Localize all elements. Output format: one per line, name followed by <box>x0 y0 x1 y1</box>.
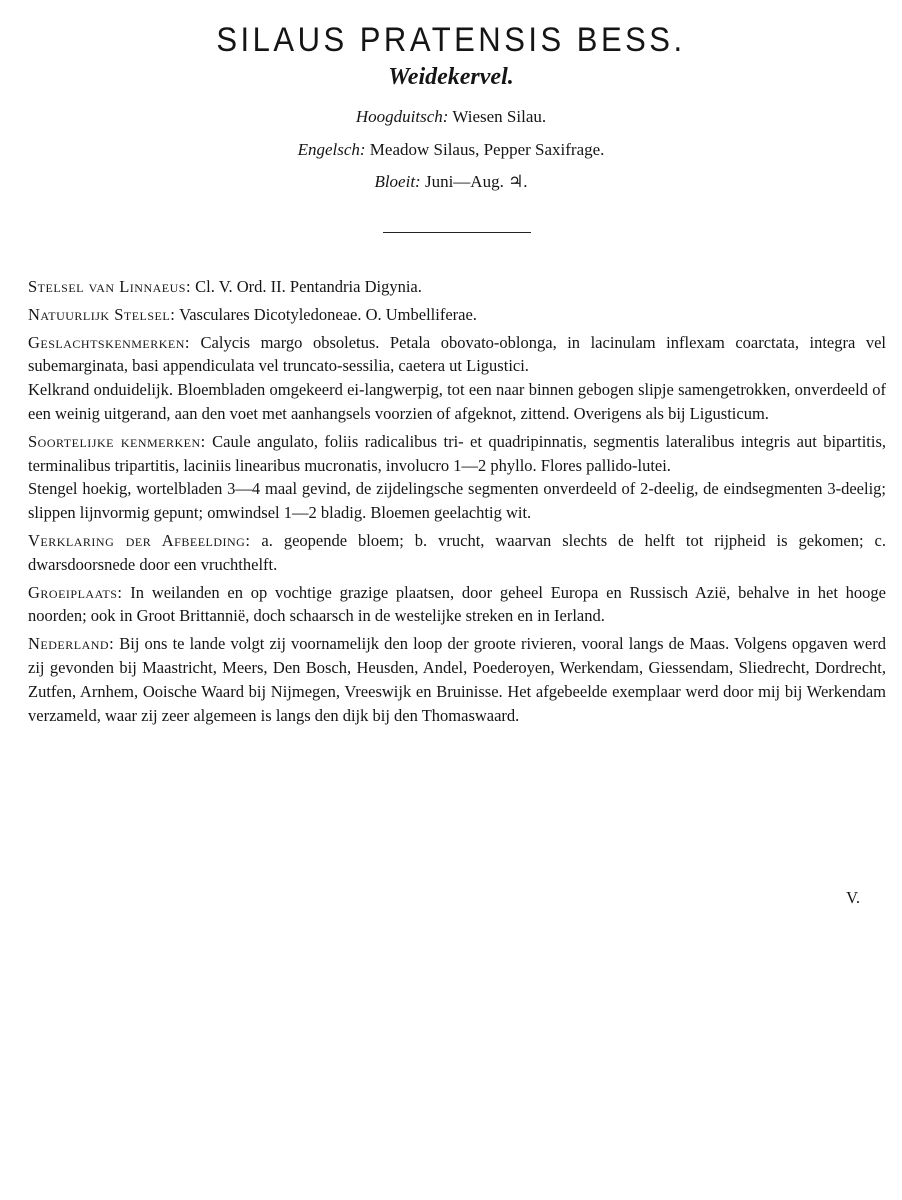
netherlands-heading: Nederland: <box>28 634 115 654</box>
german-value: Wiesen Silau. <box>452 107 547 126</box>
genus-paragraph <box>28 331 886 379</box>
species-text: Caule angulato, foliis radicalibus tri- et quadripinnatis, segmentis lateralibus integris aut bipartitis, terminalibus tripartitis, laciniis linearibus mucronatis, involucro 1—2 phyllo. Flores pallido-lutei. <box>28 431 887 475</box>
divider-rule <box>383 232 531 233</box>
habitat-paragraph <box>28 581 886 629</box>
english-label: Engelsch: <box>297 140 366 159</box>
english-value: Meadow Silaus, Pepper Saxifrage. <box>369 140 605 159</box>
netherlands-text: Bij ons te lande volgt zij voornamelijk den loop der groote rivieren, vooral langs de Maas. Volgens opgaven werd zij gevonden bij Maastricht, Meers, Den Bosch, Heusden, Andel, Poederoyen, Werkendam, Giessendam, Sliedrecht, Dordrecht, Zutfen, Arnhem, Ooische Waard bij Nijmegen, Vreeswijk en Bruinisse. Het afgebeelde exemplaar werd door mij bij Werkendam verzameld, waar zij zeer algemeen is langs den dijk bij den Thomaswaard. <box>28 634 886 725</box>
german-label: Hoogduitsch: <box>355 107 449 126</box>
english-name-line <box>0 140 902 160</box>
habitat-text: In weilanden en op vochtige grazige plaatsen, door geheel Europa en Russisch Azië, behalve in het hooge noorden; ook in Groot Brittannië, doch schaarsch in de westelijke streken en in Ierland. <box>28 582 887 626</box>
german-name-line <box>0 107 902 127</box>
bloom-label: Bloeit: <box>374 172 421 191</box>
bloom-value: Juni—Aug. ♃. <box>424 172 528 191</box>
linnaeus-heading: Stelsel van Linnaeus: <box>28 277 192 296</box>
explanation-text: a. geopende bloem; b. vrucht, waarvan slechts de helft tot rijpheid is gekomen; c. dwarsdoorsnede door een vruchthelft. <box>28 530 886 574</box>
genus-heading: Geslachtskenmerken: <box>28 332 191 352</box>
habitat-heading: Groeiplaats: <box>28 582 123 602</box>
linnaeus-text: Cl. V. Ord. II. Pentandria Digynia. <box>195 277 422 296</box>
linnaeus-paragraph <box>28 275 886 299</box>
vernacular-name: Weidekervel. <box>388 64 514 90</box>
description-body <box>28 275 886 731</box>
natural-system-text: Vasculares Dicotyledoneae. O. Umbelliferae. <box>179 304 477 324</box>
explanation-paragraph <box>28 529 886 577</box>
genus-dutch-paragraph: Kelkrand onduidelijk. Bloembladen omgekeerd ei-langwerpig, tot een naar binnen gebogen slipje samengetrokken, onverdeeld of een weinig uitgerand, aan den voet met aanhangsels voorzien of afgeknot, zittend. Overigens als bij Ligusticum. <box>28 380 886 423</box>
netherlands-paragraph <box>28 632 886 727</box>
page-title: SILAUS PRATENSIS BESS. <box>216 20 686 59</box>
genus-text: Calycis margo obsoletus. Petala obovato-oblonga, in lacinulam inflexam coarctata, integra vel subemarginata, basi appendiculata vel truncato-sessilia, caetera ut Ligustici. <box>28 332 887 376</box>
natural-system-heading: Natuurlijk Stelsel: <box>28 304 176 324</box>
author-signature: V. <box>846 888 860 907</box>
bloom-period-line <box>0 172 902 192</box>
species-paragraph <box>28 430 886 478</box>
natural-system-paragraph <box>28 303 886 327</box>
explanation-heading: Verklaring der Afbeelding: <box>28 530 251 550</box>
species-heading: Soortelijke kenmerken: <box>28 431 206 451</box>
species-dutch-paragraph: Stengel hoekig, wortelbladen 3—4 maal gevind, de zijdelingsche segmenten onverdeeld of 2-deelig, de eindsegmenten 3-deelig; slippen lijnvormig gepunt; omwindsel 1—2 bladig. Bloemen geelachtig wit. <box>28 479 886 523</box>
